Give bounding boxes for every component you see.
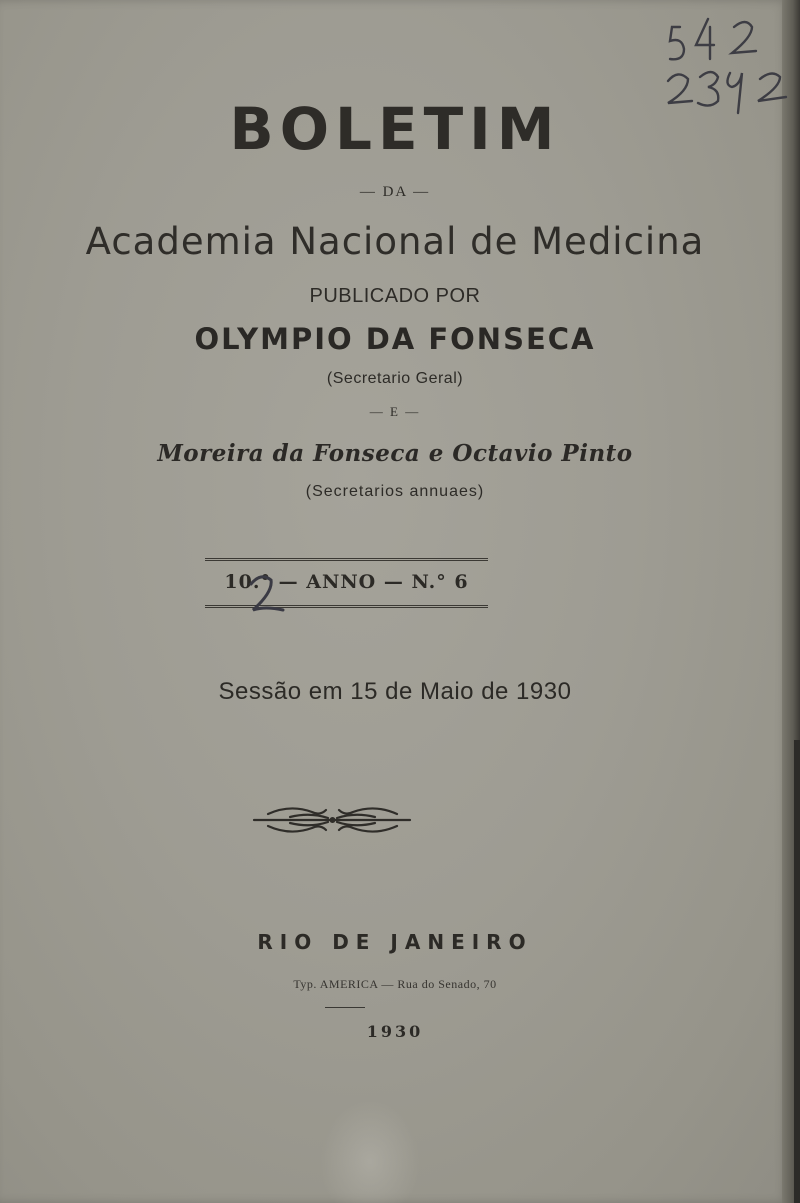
co-editors-role: (Secretarios annuaes) bbox=[305, 483, 485, 500]
editor-name: OLYMPIO DA FONSECA bbox=[194, 322, 596, 356]
editor-role: (Secretario Geral) bbox=[326, 370, 464, 387]
co-editors: Moreira da Fonseca e Octavio Pinto bbox=[157, 440, 633, 467]
decorative-ornament bbox=[250, 800, 415, 840]
issue-line: 10.° — ANNO — N.° 6 bbox=[224, 571, 469, 593]
printer-line: Typ. AMERICA — Rua do Senado, 70 bbox=[293, 977, 497, 991]
e-separator: — E — bbox=[369, 404, 421, 419]
handwritten-correction bbox=[245, 570, 285, 620]
journal-title: BOLETIM bbox=[229, 95, 561, 163]
divider-rule bbox=[325, 1007, 365, 1008]
city-name: RIO DE JANEIRO bbox=[257, 930, 533, 954]
publication-year: 1930 bbox=[366, 1022, 424, 1041]
published-by-label: PUBLICADO POR bbox=[309, 285, 481, 307]
institution-name: Academia Nacional de Medicina bbox=[85, 220, 705, 263]
paper-stain bbox=[320, 1100, 420, 1203]
session-date: Sessão em 15 de Maio de 1930 bbox=[218, 678, 572, 705]
da-separator: — DA — bbox=[359, 184, 431, 200]
binding-shadow bbox=[794, 740, 800, 1203]
